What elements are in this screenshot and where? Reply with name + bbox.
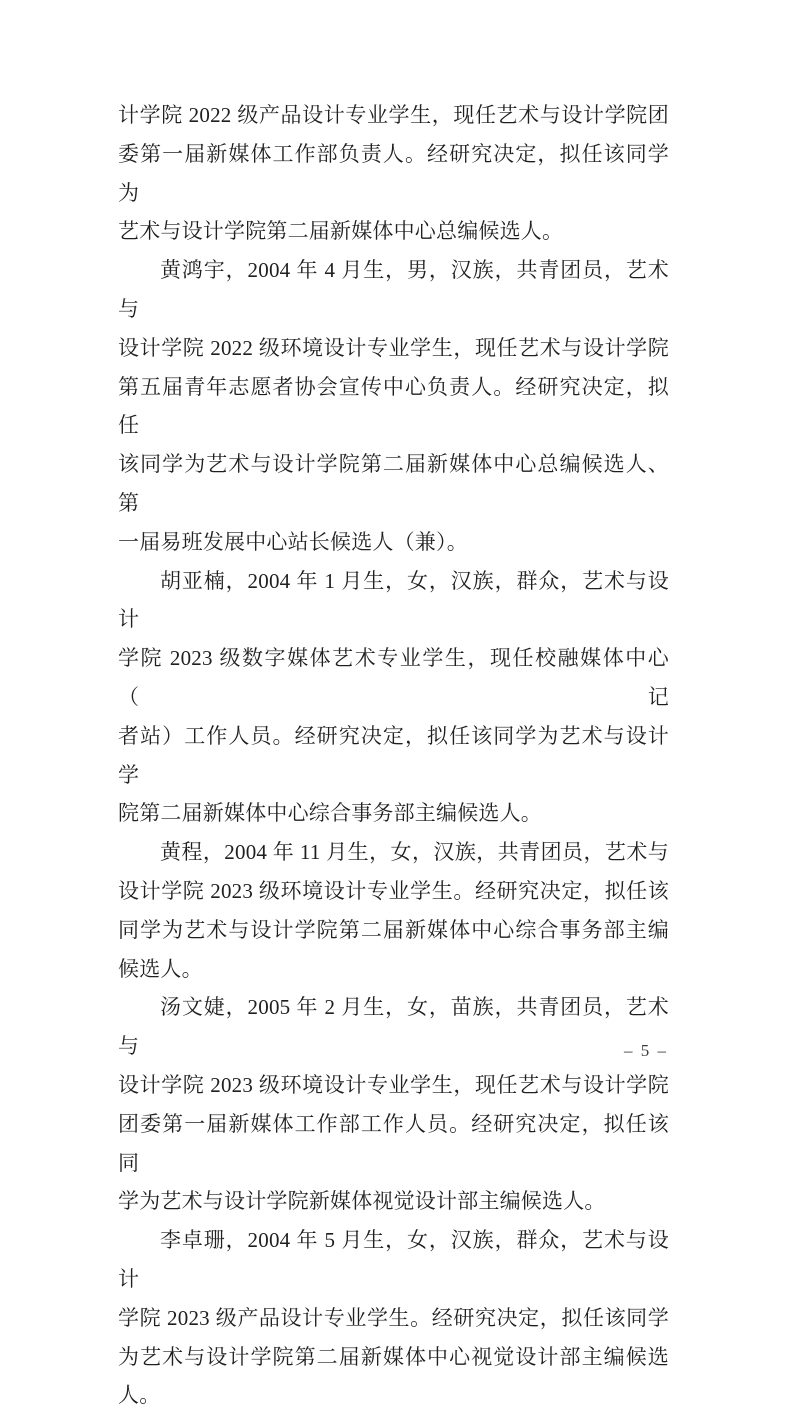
document-line: 学院 2023 级产品设计专业学生。经研究决定，拟任该同学 [118, 1305, 669, 1330]
document-line: 为艺术与设计学院第二届新媒体中心视觉设计部主编候选 [118, 1344, 669, 1369]
document-line: 汤文婕，2005 年 2 月生，女，苗族，共青团员，艺术与 [118, 995, 669, 1059]
document-line: 艺术与设计学院第二届新媒体中心总编候选人。 [118, 219, 564, 244]
document-line: 学院 2023 级数字媒体艺术专业学生，现任校融媒体中心（记 [118, 646, 669, 709]
document-line: 设计学院 2023 级环境设计专业学生，现任艺术与设计学院 [118, 1072, 669, 1097]
document-line: 设计学院 2022 级环境设计专业学生，现任艺术与设计学院 [118, 335, 669, 360]
paragraph-continuation [118, 96, 669, 251]
document-line: 计学院 2022 级产品设计专业学生，现任艺术与设计学院团 [118, 103, 669, 127]
document-line: 者站）工作人员。经研究决定，拟任该同学为艺术与设计学 [118, 723, 669, 787]
paragraph-hu-yanan [118, 562, 669, 834]
document-line: 胡亚楠，2004 年 1 月生，女，汉族，群众，艺术与设计 [118, 568, 669, 632]
document-line: 候选人。 [118, 956, 203, 981]
paragraph-huang-hongyu [118, 251, 669, 561]
document-line: 院第二届新媒体中心综合事务部主编候选人。 [118, 801, 542, 826]
document-line: 设计学院 2023 级环境设计专业学生。经研究决定，拟任该 [118, 878, 669, 903]
document-line: 学为艺术与设计学院新媒体视觉设计部主编候选人。 [118, 1189, 606, 1214]
document-line: 同学为艺术与设计学院第二届新媒体中心综合事务部主编 [118, 917, 669, 942]
document-line: 团委第一届新媒体工作部工作人员。经研究决定，拟任该同 [118, 1111, 669, 1175]
paragraph-huang-cheng [118, 833, 669, 988]
document-line: 该同学为艺术与设计学院第二届新媒体中心总编候选人、第 [118, 452, 669, 515]
document-line: 黄程，2004 年 11 月生，女，汉族，共青团员，艺术与 [160, 840, 669, 865]
paragraph-tang-wenjie [118, 988, 669, 1221]
document-line: 李卓珊，2004 年 5 月生，女，汉族，群众，艺术与设计 [118, 1228, 669, 1291]
text-block [118, 96, 669, 1415]
document-line: 黄鸿宇，2004 年 4 月生，男，汉族，共青团员，艺术与 [118, 258, 669, 321]
document-line: 委第一届新媒体工作部负责人。经研究决定，拟任该同学为 [118, 141, 669, 205]
document-line: 第五届青年志愿者协会宣传中心负责人。经研究决定，拟任 [118, 374, 669, 438]
paragraph-li-zhuoshan [118, 1221, 669, 1415]
document-line: 一届易班发展中心站长候选人（兼）。 [118, 529, 468, 554]
page-number: – 5 – [624, 1041, 668, 1060]
document-line: 人。 [118, 1383, 161, 1408]
